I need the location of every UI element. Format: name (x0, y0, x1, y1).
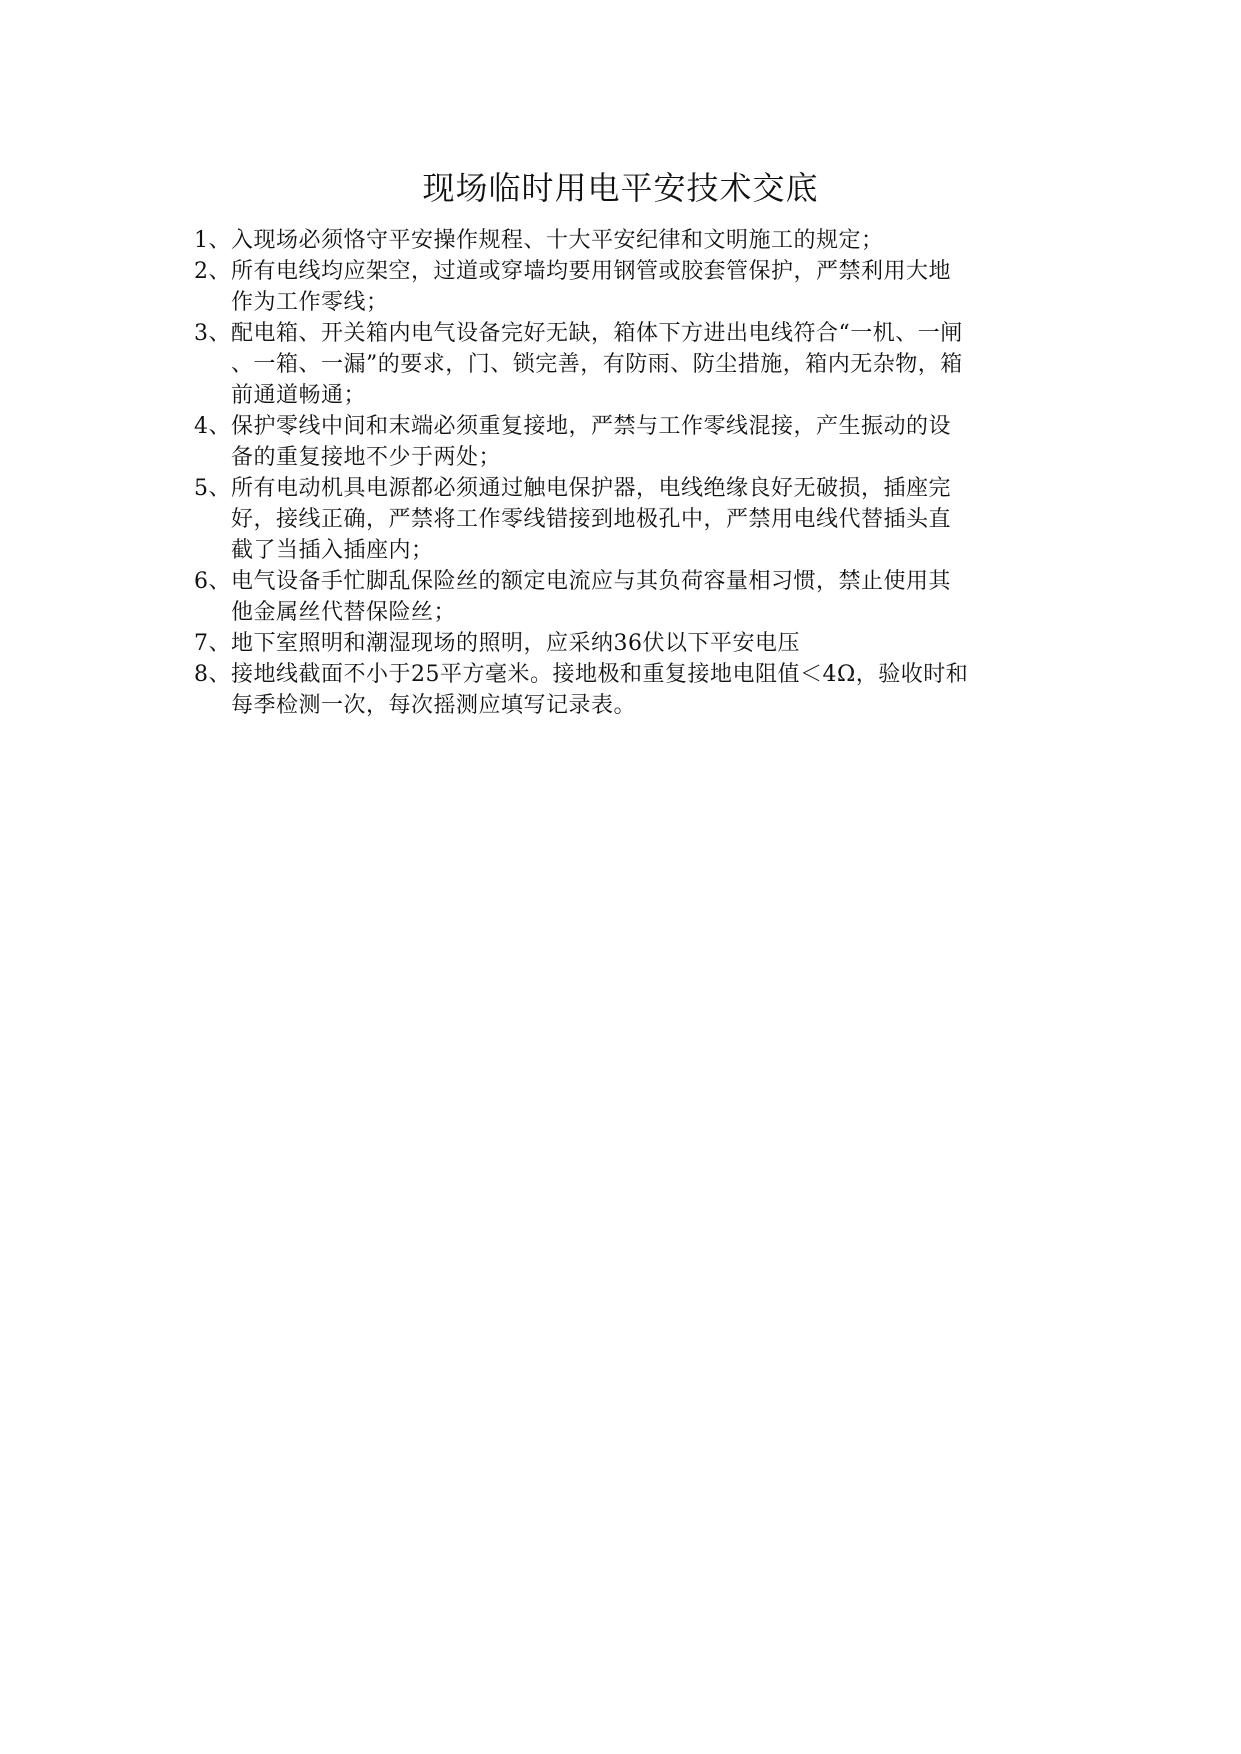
rule-item (194, 318, 1044, 411)
rule-number: 4、 (194, 414, 231, 439)
rule-text-line: 、一箱、一漏”的要求，门、锁完善，有防雨、防尘措施，箱内无杂物，箱 (231, 352, 963, 377)
rule-item (194, 256, 1044, 318)
rules-list (194, 225, 1044, 721)
rule-text-line: 他金属丝代替保险丝； (231, 600, 457, 625)
rule-text-line: 截了当插入插座内； (231, 538, 434, 563)
rule-text-line: 保护零线中间和末端必须重复接地，严禁与工作零线混接，产生振动的设 (231, 414, 952, 439)
rule-text-line: 备的重复接地不少于两处； (231, 445, 502, 470)
rule-text-line: 接地线截面不小于25平方毫米。接地极和重复接地电阻值＜4Ω，验收时和 (231, 662, 969, 687)
rule-number: 2、 (194, 259, 231, 284)
rule-text-line: 好，接线正确，严禁将工作零线错接到地极孔中，严禁用电线代替插头直 (231, 507, 952, 532)
rule-number: 1、 (194, 228, 231, 253)
rule-item (194, 411, 1044, 473)
rule-item (194, 628, 1044, 659)
document-title: 现场临时用电平安技术交底 (422, 169, 819, 207)
rule-number: 7、 (194, 631, 231, 656)
rule-text-line: 配电箱、开关箱内电气设备完好无缺，箱体下方进出电线符合“一机、一闸 (231, 321, 963, 346)
rule-number: 6、 (194, 569, 231, 594)
rule-text-line: 所有电线均应架空，过道或穿墙均要用钢管或胶套管保护，严禁利用大地 (231, 259, 952, 284)
rule-number: 8、 (194, 662, 231, 687)
rule-number: 3、 (194, 321, 231, 346)
rule-text-line: 地下室照明和潮湿现场的照明，应采纳36伏以下平安电压 (231, 631, 800, 656)
rule-number: 5、 (194, 476, 231, 501)
rule-item (194, 566, 1044, 628)
rule-text-line: 电气设备手忙脚乱保险丝的额定电流应与其负荷容量相习惯，禁止使用其 (231, 569, 952, 594)
rule-text-line: 作为工作零线； (231, 290, 389, 315)
rule-text-line: 入现场必须恪守平安操作规程、十大平安纪律和文明施工的规定； (231, 228, 884, 253)
rule-text-line: 所有电动机具电源都必须通过触电保护器，电线绝缘良好无破损，插座完 (231, 476, 952, 501)
rule-item (194, 473, 1044, 566)
rule-text-line: 每季检测一次，每次摇测应填写记录表。 (231, 693, 637, 718)
rule-text-line: 前通道畅通； (231, 383, 367, 408)
rule-item (194, 225, 1044, 256)
rule-item (194, 659, 1044, 721)
